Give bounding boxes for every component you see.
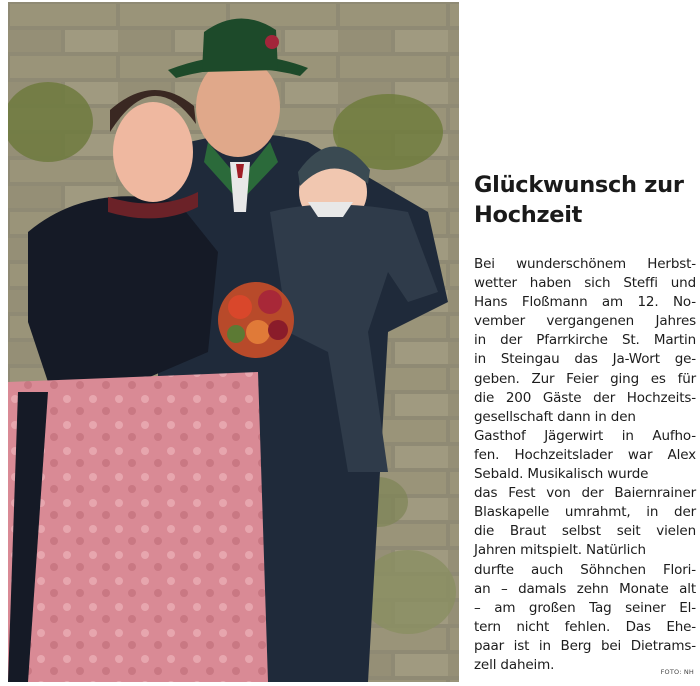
body-line: Jahren mitspielt. Natürlich <box>474 542 646 559</box>
body-line: paar ist in Berg bei Dietrams- <box>474 637 696 654</box>
body-line: das Fest von der Baiernrainer <box>474 485 696 502</box>
body-line: Blaskapelle umrahmt, in der <box>474 504 696 521</box>
headline-line: Glückwunsch zur <box>474 172 684 198</box>
body-line: die Braut selbst seit vielen <box>474 523 696 540</box>
body-line: Bei wunderschönem Herbst- <box>474 256 696 272</box>
headline-line: Hochzeit <box>474 202 583 228</box>
body-line: durfte auch Söhnchen Flori- <box>474 561 696 578</box>
headline <box>474 170 696 230</box>
article-text <box>474 170 696 682</box>
body-line: Hans Floßmann am 12. No- <box>474 294 696 311</box>
body-line: vember vergangenen Jahres <box>474 313 696 330</box>
body-line: zell daheim. <box>474 656 555 673</box>
body-line: tern nicht fehlen. Das Ehe- <box>474 618 696 635</box>
body-line: in der Pfarrkirche St. Martin <box>474 332 696 349</box>
photo-credit: FOTO: NH <box>660 668 694 676</box>
body-line: gesellschaft dann in den <box>474 408 636 425</box>
body-line: geben. Zur Feier ging es für <box>474 370 696 387</box>
body-line: fen. Hochzeitslader war Alex <box>474 446 696 463</box>
body-line: an – damals zehn Monate alt <box>474 580 696 597</box>
body-line: wetter haben sich Steffi und <box>474 275 696 292</box>
body-line: die 200 Gäste der Hochzeits- <box>474 389 696 406</box>
body-line: in Steingau das Ja-Wort ge- <box>474 351 696 368</box>
body-line: Sebald. Musikalisch wurde <box>474 466 649 483</box>
body-line: – am großen Tag seiner El- <box>474 599 696 616</box>
body-line: Gasthof Jägerwirt in Aufho- <box>474 427 696 444</box>
article-body <box>474 255 696 675</box>
wedding-photo <box>8 2 459 682</box>
